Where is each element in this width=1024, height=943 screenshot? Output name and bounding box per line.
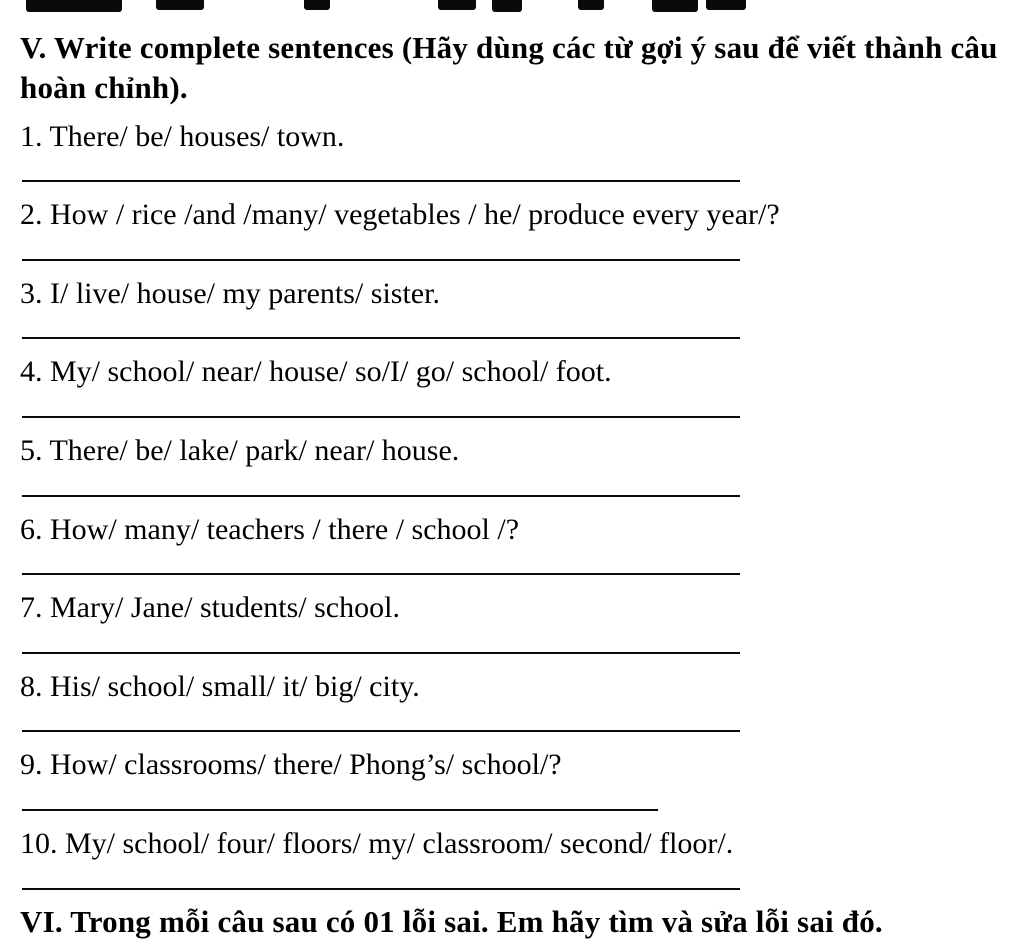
cropped-top-text-fragments: [0, 0, 1024, 16]
answer-blank: [22, 416, 740, 418]
exercise-item-9: [20, 745, 1014, 811]
exercise-item-3: [20, 274, 1014, 340]
answer-blank: [22, 730, 740, 732]
answer-blank: [22, 573, 740, 575]
exercise-item-2: [20, 195, 1014, 261]
worksheet-page: [0, 16, 1024, 940]
text-fragment: [438, 0, 476, 10]
item-prompt: 10. My/ school/ four/ floors/ my/ classroom/ second/ floor/.: [20, 826, 734, 860]
text-fragment: [652, 0, 698, 12]
answer-blank: [22, 259, 740, 261]
answer-blank: [22, 495, 740, 497]
answer-blank: [22, 888, 740, 890]
item-prompt: 6. How/ many/ teachers / there / school /?: [20, 512, 520, 546]
item-prompt: 8. His/ school/ small/ it/ big/ city.: [20, 669, 420, 703]
item-prompt: 2. How / rice /and /many/ vegetables / he/ produce every year/?: [20, 198, 780, 232]
item-prompt: 9. How/ classrooms/ there/ Phong’s/ school/?: [20, 748, 562, 782]
section-vi-title: VI. Trong mỗi câu sau có 01 lỗi sai. Em hãy tìm và sửa lỗi sai đó.: [20, 903, 883, 939]
answer-blank: [22, 337, 740, 339]
exercise-item-6: [20, 510, 1014, 576]
exercise-item-5: [20, 431, 1014, 497]
item-prompt: 1. There/ be/ houses/ town.: [20, 119, 345, 153]
section-v-title: V. Write complete sentences (Hãy dùng các từ gợi ý sau để viết thành câu hoàn chỉnh).: [20, 30, 998, 106]
exercise-item-8: [20, 667, 1014, 733]
text-fragment: [492, 0, 522, 12]
answer-blank: [22, 180, 740, 182]
answer-blank: [22, 652, 740, 654]
text-fragment: [26, 0, 122, 12]
text-fragment: [578, 0, 604, 10]
text-fragment: [706, 0, 746, 10]
answer-blank: [22, 809, 658, 811]
item-prompt: 3. I/ live/ house/ my parents/ sister.: [20, 276, 440, 310]
item-prompt: 4. My/ school/ near/ house/ so/I/ go/ school/ foot.: [20, 355, 612, 389]
exercise-item-7: [20, 588, 1014, 654]
exercise-item-1: [20, 117, 1014, 183]
item-prompt: 5. There/ be/ lake/ park/ near/ house.: [20, 433, 460, 467]
exercise-item-4: [20, 352, 1014, 418]
text-fragment: [156, 0, 204, 10]
exercise-item-10: [20, 824, 1014, 890]
item-prompt: 7. Mary/ Jane/ students/ school.: [20, 591, 400, 625]
text-fragment: [304, 0, 330, 10]
